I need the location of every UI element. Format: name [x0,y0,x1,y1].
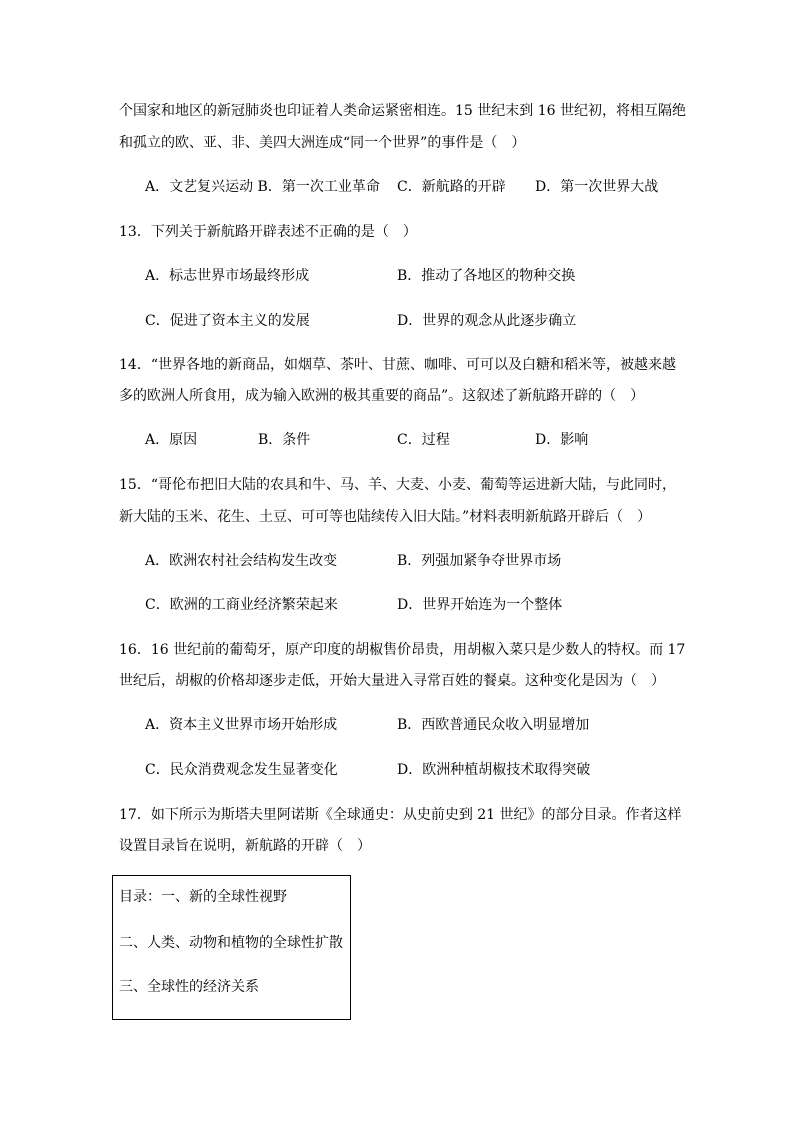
question-17-stem-line-1: 17．如下所示为斯塔夫里阿诺斯《全球通史：从史前史到 21 世纪》的部分目录。作者这样 [119,807,682,823]
question-16-option-b: B．西欧普通民众收入明显增加 [397,717,590,733]
question-13-option-d: D．世界的观念从此逐步确立 [397,313,577,329]
question-15-stem-line-2: 新大陆的玉米、花生、土豆、可可等也陆续传入旧大陆。”材料表明新航路开辟后（ ） [119,509,652,525]
question-17-stem-line-2: 设置目录旨在说明，新航路的开辟（ ） [119,838,371,854]
question-15-option-c: C．欧洲的工商业经济繁荣起来 [145,597,338,613]
question-15-option-d: D．世界开始连为一个整体 [397,597,563,613]
table-of-contents-box [112,875,351,1020]
question-16-stem-line-1: 16．16 世纪前的葡萄牙，原产印度的胡椒售价昂贵，用胡椒入菜只是少数人的特权。而 17 [119,642,686,658]
question-15-option-b: B．列强加紧争夺世界市场 [397,553,562,569]
question-13-option-c: C．促进了资本主义的发展 [145,313,310,329]
question-14-option-c: C．过程 [397,432,450,448]
question-12-option-d: D．第一次世界大战 [535,179,659,195]
question-12-stem-line-2: 和孤立的欧、亚、非、美四大洲连成“同一个世界”的事件是（ ） [119,135,526,151]
question-12-option-c: C．新航路的开辟 [397,179,506,195]
toc-item-1: 目录：一、新的全球性视野 [119,889,287,905]
question-13-option-a: A．标志世界市场最终形成 [145,268,310,284]
question-13-stem: 13．下列关于新航路开辟表述不正确的是（ ） [119,224,417,240]
question-14-stem-line-2: 多的欧洲人所食用，成为输入欧洲的极其重要的商品”。这叙述了新航路开辟的（ ） [119,388,645,404]
question-13-option-b: B．推动了各地区的物种交换 [397,268,576,284]
question-14-stem-line-1: 14．“世界各地的新商品，如烟草、茶叶、甘蔗、咖啡、可可以及白糖和稻米等，被越来越 [119,357,676,373]
question-16-option-d: D．欧洲种植胡椒技术取得突破 [397,762,591,778]
question-14-option-b: B．条件 [258,432,311,448]
toc-item-2: 二、人类、动物和植物的全球性扩散 [119,935,343,951]
question-16-option-c: C．民众消费观念发生显著变化 [145,762,338,778]
question-14-option-a: A．原因 [145,432,198,448]
question-12-stem-line-1: 个国家和地区的新冠肺炎也印证着人类命运紧密相连。15 世纪末到 16 世纪初，将相互隔绝 [119,103,686,119]
question-16-option-a: A．资本主义世界市场开始形成 [145,717,338,733]
question-14-option-d: D．影响 [535,432,589,448]
question-12-option-a-b: A．文艺复兴运动 B．第一次工业革命 [145,179,380,195]
toc-item-3: 三、全球性的经济关系 [119,979,259,995]
question-16-stem-line-2: 世纪后，胡椒的价格却逐步走低，开始大量进入寻常百姓的餐桌。这种变化是因为（ ） [119,673,665,689]
question-15-option-a: A．欧洲农村社会结构发生改变 [145,553,338,569]
question-15-stem-line-1: 15．“哥伦布把旧大陆的农具和牛、马、羊、大麦、小麦、葡萄等运进新大陆，与此同时， [119,477,676,493]
